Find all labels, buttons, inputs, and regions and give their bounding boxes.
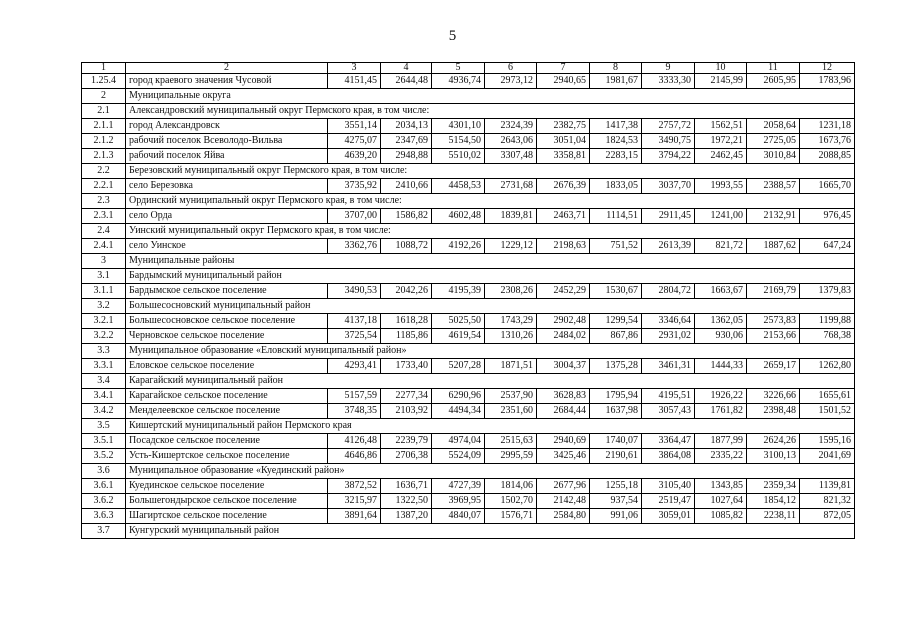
value-cell: 5025,50 xyxy=(432,314,485,329)
row-name: Большесосновское сельское поселение xyxy=(126,314,328,329)
row-code: 3.5 xyxy=(82,419,126,434)
value-cell: 1229,12 xyxy=(485,239,537,254)
row-name: Усть-Кишертское сельское поселение xyxy=(126,449,328,464)
value-cell: 1595,16 xyxy=(800,434,855,449)
value-cell: 1783,96 xyxy=(800,74,855,89)
value-cell: 3461,31 xyxy=(642,359,695,374)
value-cell: 3707,00 xyxy=(328,209,381,224)
value-cell: 3010,84 xyxy=(747,149,800,164)
value-cell: 2198,63 xyxy=(537,239,590,254)
column-header: 8 xyxy=(590,63,642,74)
value-cell: 2308,26 xyxy=(485,284,537,299)
value-cell: 1877,99 xyxy=(695,434,747,449)
value-cell: 1199,88 xyxy=(800,314,855,329)
section-row xyxy=(82,299,855,314)
value-cell: 3735,92 xyxy=(328,179,381,194)
value-cell: 4137,18 xyxy=(328,314,381,329)
section-row xyxy=(82,104,855,119)
value-cell: 4639,20 xyxy=(328,149,381,164)
value-cell: 5154,50 xyxy=(432,134,485,149)
value-cell: 6290,96 xyxy=(432,389,485,404)
value-cell: 2058,64 xyxy=(747,119,800,134)
value-cell: 1262,80 xyxy=(800,359,855,374)
value-cell: 1887,62 xyxy=(747,239,800,254)
table-row xyxy=(82,239,855,254)
section-row xyxy=(82,224,855,239)
column-header: 11 xyxy=(747,63,800,74)
value-cell: 1299,54 xyxy=(590,314,642,329)
value-cell: 3490,75 xyxy=(642,134,695,149)
value-cell: 2940,65 xyxy=(537,74,590,89)
value-cell: 1871,51 xyxy=(485,359,537,374)
value-cell: 3725,54 xyxy=(328,329,381,344)
table-row xyxy=(82,404,855,419)
table-row xyxy=(82,74,855,89)
column-header: 12 xyxy=(800,63,855,74)
row-code: 3.4.1 xyxy=(82,389,126,404)
row-name: Большегондырское сельское поселение xyxy=(126,494,328,509)
column-header: 10 xyxy=(695,63,747,74)
row-code: 3.6.1 xyxy=(82,479,126,494)
value-cell: 3969,95 xyxy=(432,494,485,509)
value-cell: 2515,63 xyxy=(485,434,537,449)
value-cell: 1854,12 xyxy=(747,494,800,509)
row-name: Куединское сельское поселение xyxy=(126,479,328,494)
value-cell: 2940,69 xyxy=(537,434,590,449)
value-cell: 2382,75 xyxy=(537,119,590,134)
section-row xyxy=(82,524,855,539)
value-cell: 2410,66 xyxy=(381,179,432,194)
value-cell: 1833,05 xyxy=(590,179,642,194)
value-cell: 2169,79 xyxy=(747,284,800,299)
row-code: 2.2.1 xyxy=(82,179,126,194)
table-row xyxy=(82,509,855,524)
table-row xyxy=(82,389,855,404)
value-cell: 1417,38 xyxy=(590,119,642,134)
value-cell: 4192,26 xyxy=(432,239,485,254)
value-cell: 2804,72 xyxy=(642,284,695,299)
table-row xyxy=(82,314,855,329)
row-code: 2.1.3 xyxy=(82,149,126,164)
row-code: 3.6.2 xyxy=(82,494,126,509)
row-code: 3.2.2 xyxy=(82,329,126,344)
value-cell: 1310,26 xyxy=(485,329,537,344)
data-table xyxy=(81,62,855,539)
value-cell: 2706,38 xyxy=(381,449,432,464)
value-cell: 3059,01 xyxy=(642,509,695,524)
value-cell: 2677,96 xyxy=(537,479,590,494)
value-cell: 2948,88 xyxy=(381,149,432,164)
column-header: 3 xyxy=(328,63,381,74)
value-cell: 1637,98 xyxy=(590,404,642,419)
table-body xyxy=(82,74,855,539)
section-row xyxy=(82,419,855,434)
section-title: Березовский муниципальный округ Пермского края, в том числе: xyxy=(126,164,855,179)
value-cell: 647,24 xyxy=(800,239,855,254)
value-cell: 3226,66 xyxy=(747,389,800,404)
column-header: 5 xyxy=(432,63,485,74)
section-title: Муниципальное образование «Куединский район» xyxy=(126,464,855,479)
value-cell: 1586,82 xyxy=(381,209,432,224)
value-cell: 1088,72 xyxy=(381,239,432,254)
value-cell: 5157,59 xyxy=(328,389,381,404)
section-title: Муниципальное образование «Еловский муниципальный район» xyxy=(126,344,855,359)
value-cell: 4646,86 xyxy=(328,449,381,464)
value-cell: 2238,11 xyxy=(747,509,800,524)
value-cell: 1665,70 xyxy=(800,179,855,194)
value-cell: 751,52 xyxy=(590,239,642,254)
value-cell: 2644,48 xyxy=(381,74,432,89)
value-cell: 4936,74 xyxy=(432,74,485,89)
table-row xyxy=(82,284,855,299)
value-cell: 2462,45 xyxy=(695,149,747,164)
value-cell: 1241,00 xyxy=(695,209,747,224)
value-cell: 1993,55 xyxy=(695,179,747,194)
value-cell: 3004,37 xyxy=(537,359,590,374)
value-cell: 1027,64 xyxy=(695,494,747,509)
row-name: город краевого значения Чусовой xyxy=(126,74,328,89)
value-cell: 2132,91 xyxy=(747,209,800,224)
value-cell: 768,38 xyxy=(800,329,855,344)
value-cell: 2190,61 xyxy=(590,449,642,464)
value-cell: 867,86 xyxy=(590,329,642,344)
value-cell: 1231,18 xyxy=(800,119,855,134)
value-cell: 937,54 xyxy=(590,494,642,509)
value-cell: 2605,95 xyxy=(747,74,800,89)
table-row xyxy=(82,179,855,194)
value-cell: 1733,40 xyxy=(381,359,432,374)
section-title: Ординский муниципальный округ Пермского края, в том числе: xyxy=(126,194,855,209)
value-cell: 930,06 xyxy=(695,329,747,344)
value-cell: 4195,39 xyxy=(432,284,485,299)
value-cell: 1926,22 xyxy=(695,389,747,404)
section-row xyxy=(82,254,855,269)
value-cell: 2142,48 xyxy=(537,494,590,509)
value-cell: 1375,28 xyxy=(590,359,642,374)
row-code: 3.4 xyxy=(82,374,126,389)
row-name: село Уинское xyxy=(126,239,328,254)
value-cell: 2103,92 xyxy=(381,404,432,419)
value-cell: 4840,07 xyxy=(432,509,485,524)
value-cell: 1761,82 xyxy=(695,404,747,419)
section-row xyxy=(82,89,855,104)
section-title: Александровский муниципальный округ Пермского края, в том числе: xyxy=(126,104,855,119)
section-row xyxy=(82,194,855,209)
table-row xyxy=(82,329,855,344)
row-name: Шагиртское сельское поселение xyxy=(126,509,328,524)
table-row xyxy=(82,209,855,224)
value-cell: 3362,76 xyxy=(328,239,381,254)
value-cell: 5207,28 xyxy=(432,359,485,374)
value-cell: 2995,59 xyxy=(485,449,537,464)
value-cell: 2731,68 xyxy=(485,179,537,194)
row-code: 2.1.2 xyxy=(82,134,126,149)
value-cell: 1387,20 xyxy=(381,509,432,524)
value-cell: 1839,81 xyxy=(485,209,537,224)
value-cell: 3307,48 xyxy=(485,149,537,164)
row-name: Карагайское сельское поселение xyxy=(126,389,328,404)
page-number: 5 xyxy=(448,28,457,44)
value-cell: 2643,06 xyxy=(485,134,537,149)
section-title: Уинский муниципальный округ Пермского края, в том числе: xyxy=(126,224,855,239)
row-code: 2.1.1 xyxy=(82,119,126,134)
row-code: 2.4 xyxy=(82,224,126,239)
row-code: 2.3.1 xyxy=(82,209,126,224)
value-cell: 4602,48 xyxy=(432,209,485,224)
value-cell: 2463,71 xyxy=(537,209,590,224)
row-code: 2.1 xyxy=(82,104,126,119)
value-cell: 1814,06 xyxy=(485,479,537,494)
value-cell: 1562,51 xyxy=(695,119,747,134)
value-cell: 1673,76 xyxy=(800,134,855,149)
value-cell: 1255,18 xyxy=(590,479,642,494)
row-code: 3.3 xyxy=(82,344,126,359)
value-cell: 872,05 xyxy=(800,509,855,524)
table-row xyxy=(82,149,855,164)
value-cell: 3748,35 xyxy=(328,404,381,419)
value-cell: 4458,53 xyxy=(432,179,485,194)
table-row xyxy=(82,359,855,374)
value-cell: 5510,02 xyxy=(432,149,485,164)
section-row xyxy=(82,374,855,389)
table-row xyxy=(82,434,855,449)
value-cell: 3057,43 xyxy=(642,404,695,419)
value-cell: 3037,70 xyxy=(642,179,695,194)
value-cell: 4126,48 xyxy=(328,434,381,449)
value-cell: 976,45 xyxy=(800,209,855,224)
value-cell: 3051,04 xyxy=(537,134,590,149)
value-cell: 2388,57 xyxy=(747,179,800,194)
value-cell: 2725,05 xyxy=(747,134,800,149)
value-cell: 1740,07 xyxy=(590,434,642,449)
value-cell: 1530,67 xyxy=(590,284,642,299)
column-header: 4 xyxy=(381,63,432,74)
value-cell: 4293,41 xyxy=(328,359,381,374)
value-cell: 2359,34 xyxy=(747,479,800,494)
value-cell: 2584,80 xyxy=(537,509,590,524)
value-cell: 2911,45 xyxy=(642,209,695,224)
column-header: 2 xyxy=(126,63,328,74)
value-cell: 3333,30 xyxy=(642,74,695,89)
value-cell: 2519,47 xyxy=(642,494,695,509)
section-title: Бардымский муниципальный район xyxy=(126,269,855,284)
value-cell: 991,06 xyxy=(590,509,642,524)
value-cell: 4619,54 xyxy=(432,329,485,344)
value-cell: 1824,53 xyxy=(590,134,642,149)
value-cell: 2624,26 xyxy=(747,434,800,449)
value-cell: 4974,04 xyxy=(432,434,485,449)
row-code: 2.2 xyxy=(82,164,126,179)
row-code: 3.2 xyxy=(82,299,126,314)
value-cell: 1636,71 xyxy=(381,479,432,494)
row-code: 3.6.3 xyxy=(82,509,126,524)
row-name: рабочий поселок Всеволодо-Вильва xyxy=(126,134,328,149)
value-cell: 1795,94 xyxy=(590,389,642,404)
value-cell: 1502,70 xyxy=(485,494,537,509)
value-cell: 2324,39 xyxy=(485,119,537,134)
section-row xyxy=(82,344,855,359)
value-cell: 3105,40 xyxy=(642,479,695,494)
value-cell: 1655,61 xyxy=(800,389,855,404)
value-cell: 3425,46 xyxy=(537,449,590,464)
row-code: 2.4.1 xyxy=(82,239,126,254)
value-cell: 4151,45 xyxy=(328,74,381,89)
section-row xyxy=(82,164,855,179)
row-code: 3.7 xyxy=(82,524,126,539)
value-cell: 1322,50 xyxy=(381,494,432,509)
row-code: 3.2.1 xyxy=(82,314,126,329)
section-title: Муниципальные районы xyxy=(126,254,855,269)
value-cell: 1444,33 xyxy=(695,359,747,374)
value-cell: 2041,69 xyxy=(800,449,855,464)
table-row xyxy=(82,449,855,464)
value-cell: 2283,15 xyxy=(590,149,642,164)
value-cell: 3794,22 xyxy=(642,149,695,164)
value-cell: 1576,71 xyxy=(485,509,537,524)
value-cell: 5524,09 xyxy=(432,449,485,464)
value-cell: 2239,79 xyxy=(381,434,432,449)
section-row xyxy=(82,464,855,479)
column-header: 7 xyxy=(537,63,590,74)
section-title: Большесосновский муниципальный район xyxy=(126,299,855,314)
row-code: 3.4.2 xyxy=(82,404,126,419)
row-code: 3.1 xyxy=(82,269,126,284)
value-cell: 1618,28 xyxy=(381,314,432,329)
value-cell: 2684,44 xyxy=(537,404,590,419)
value-cell: 3872,52 xyxy=(328,479,381,494)
table-row xyxy=(82,494,855,509)
value-cell: 1139,81 xyxy=(800,479,855,494)
value-cell: 1501,52 xyxy=(800,404,855,419)
value-cell: 3891,64 xyxy=(328,509,381,524)
row-code: 3.6 xyxy=(82,464,126,479)
section-title: Кунгурский муниципальный район xyxy=(126,524,855,539)
row-code: 3.3.1 xyxy=(82,359,126,374)
value-cell: 1379,83 xyxy=(800,284,855,299)
value-cell: 1185,86 xyxy=(381,329,432,344)
value-cell: 1981,67 xyxy=(590,74,642,89)
value-cell: 1663,67 xyxy=(695,284,747,299)
value-cell: 2347,69 xyxy=(381,134,432,149)
value-cell: 2659,17 xyxy=(747,359,800,374)
table-row xyxy=(82,119,855,134)
column-header: 1 xyxy=(82,63,126,74)
row-code: 3.5.2 xyxy=(82,449,126,464)
row-name: Менделеевское сельское поселение xyxy=(126,404,328,419)
value-cell: 3346,64 xyxy=(642,314,695,329)
value-cell: 1343,85 xyxy=(695,479,747,494)
row-code: 3 xyxy=(82,254,126,269)
section-title: Кишертский муниципальный район Пермского края xyxy=(126,419,855,434)
row-name: Черновское сельское поселение xyxy=(126,329,328,344)
value-cell: 2573,83 xyxy=(747,314,800,329)
value-cell: 2034,13 xyxy=(381,119,432,134)
value-cell: 1362,05 xyxy=(695,314,747,329)
value-cell: 2277,34 xyxy=(381,389,432,404)
column-header: 6 xyxy=(485,63,537,74)
row-name: город Александровск xyxy=(126,119,328,134)
value-cell: 2613,39 xyxy=(642,239,695,254)
table-row xyxy=(82,134,855,149)
section-row xyxy=(82,269,855,284)
value-cell: 2088,85 xyxy=(800,149,855,164)
value-cell: 1743,29 xyxy=(485,314,537,329)
row-code: 2.3 xyxy=(82,194,126,209)
value-cell: 3358,81 xyxy=(537,149,590,164)
value-cell: 2484,02 xyxy=(537,329,590,344)
value-cell: 3628,83 xyxy=(537,389,590,404)
value-cell: 3215,97 xyxy=(328,494,381,509)
value-cell: 2335,22 xyxy=(695,449,747,464)
section-title: Муниципальные округа xyxy=(126,89,855,104)
value-cell: 3364,47 xyxy=(642,434,695,449)
value-cell: 2452,29 xyxy=(537,284,590,299)
row-name: село Березовка xyxy=(126,179,328,194)
row-code: 3.1.1 xyxy=(82,284,126,299)
column-header: 9 xyxy=(642,63,695,74)
value-cell: 4301,10 xyxy=(432,119,485,134)
value-cell: 2902,48 xyxy=(537,314,590,329)
value-cell: 4494,34 xyxy=(432,404,485,419)
row-name: рабочий поселок Яйва xyxy=(126,149,328,164)
value-cell: 2537,90 xyxy=(485,389,537,404)
value-cell: 2398,48 xyxy=(747,404,800,419)
value-cell: 1085,82 xyxy=(695,509,747,524)
row-name: село Орда xyxy=(126,209,328,224)
table-header-row xyxy=(82,63,855,74)
row-code: 2 xyxy=(82,89,126,104)
row-name: Посадское сельское поселение xyxy=(126,434,328,449)
value-cell: 3864,08 xyxy=(642,449,695,464)
value-cell: 2145,99 xyxy=(695,74,747,89)
value-cell: 4275,07 xyxy=(328,134,381,149)
row-name: Бардымское сельское поселение xyxy=(126,284,328,299)
row-name: Еловское сельское поселение xyxy=(126,359,328,374)
value-cell: 4195,51 xyxy=(642,389,695,404)
row-code: 3.5.1 xyxy=(82,434,126,449)
value-cell: 2931,02 xyxy=(642,329,695,344)
row-code: 1.25.4 xyxy=(82,74,126,89)
value-cell: 821,72 xyxy=(695,239,747,254)
section-title: Карагайский муниципальный район xyxy=(126,374,855,389)
value-cell: 3100,13 xyxy=(747,449,800,464)
value-cell: 3551,14 xyxy=(328,119,381,134)
value-cell: 1972,21 xyxy=(695,134,747,149)
value-cell: 2351,60 xyxy=(485,404,537,419)
table-row xyxy=(82,479,855,494)
value-cell: 821,32 xyxy=(800,494,855,509)
value-cell: 3490,53 xyxy=(328,284,381,299)
value-cell: 2042,26 xyxy=(381,284,432,299)
value-cell: 4727,39 xyxy=(432,479,485,494)
value-cell: 2676,39 xyxy=(537,179,590,194)
value-cell: 1114,51 xyxy=(590,209,642,224)
value-cell: 2973,12 xyxy=(485,74,537,89)
value-cell: 2153,66 xyxy=(747,329,800,344)
value-cell: 2757,72 xyxy=(642,119,695,134)
